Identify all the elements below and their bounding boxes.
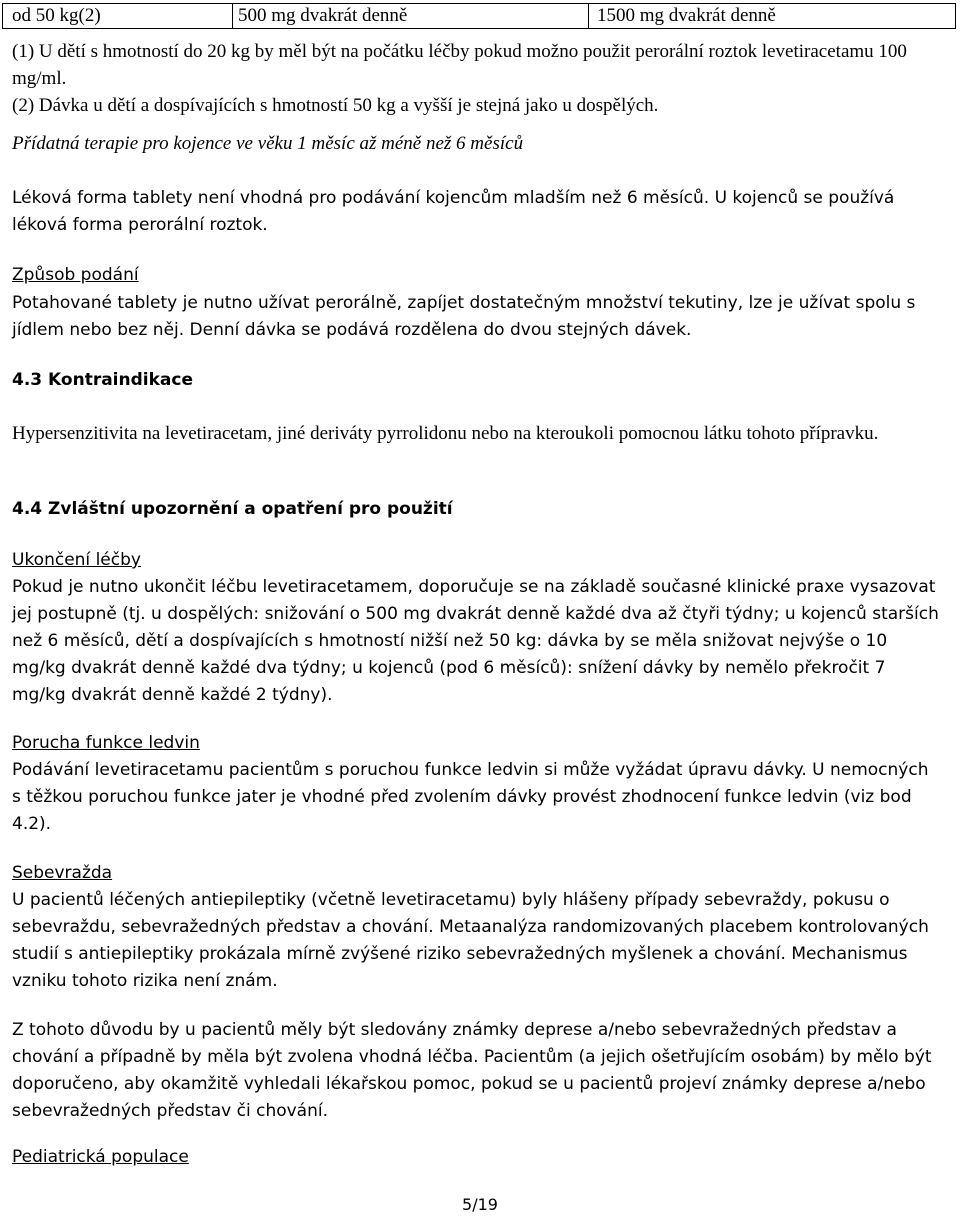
single-dose-cell: 500 mg dvakrát denně (233, 4, 589, 29)
suicide-text-1: U pacientů léčených antiepileptiky (včetně levetiracetamu) byly hlášeny případy sebevraždy, pokusu o sebevraždu, sebevražedných představ a chování. Metaanalýza randomizovaných placebem kontrolovaných studií s antiepileptiky prokázala mírně zvýšené riziko sebevražedných myšlenek a chování. Mechanismus vzniku tohoto rizika není znám. (12, 890, 929, 991)
administration-heading: Způsob podání (12, 265, 139, 285)
table-footnotes (12, 38, 942, 119)
footnote-1: (1) U dětí s hmotností do 20 kg by měl být na počátku léčby pokud možno použit perorální roztok levetiracetamu 100 mg/ml. (12, 41, 907, 89)
pediatric-heading: Pediatrická populace (12, 1147, 189, 1167)
footnote-2: (2) Dávka u dětí a dospívajících s hmotností 50 kg a vyšší je stejná jako u dospělých. (12, 95, 659, 116)
suicide-heading: Sebevražda (12, 863, 113, 883)
table-row (3, 4, 956, 29)
administration-text: Potahované tablety je nutno užívat perorálně, zapíjet dostatečným množství tekutiny, lze je užívat spolu s jídlem nebo bez něj. Denní dávka se podává rozdělena do dvou stejných dávek. (12, 293, 916, 340)
dose-table (2, 3, 956, 29)
renal-heading: Porucha funkce ledvin (12, 733, 200, 753)
infants-heading: Přídatná terapie pro kojence ve věku 1 měsíc až méně než 6 měsíců (12, 133, 524, 154)
contraindications-text: Hypersenzitivita na levetiracetam, jiné deriváty pyrrolidonu nebo na kteroukoli pomocnou látku tohoto přípravku. (12, 423, 879, 444)
discontinuation-heading: Ukončení léčby (12, 550, 141, 570)
max-dose-cell: 1500 mg dvakrát denně (589, 4, 956, 29)
suicide-text-2: Z tohoto důvodu by u pacientů měly být sledovány známky deprese a/nebo sebevražedných představ a chování a případně by měla být zvolena vhodná léčba. Pacientům (a jejich ošetřujícím osobám) by mělo být doporučeno, aby okamžitě vyhledali lékařskou pomoc, pokud se u pacientů projeví známky deprese a/nebo sebevražedných představ či chování. (12, 1020, 932, 1121)
discontinuation-text: Pokud je nutno ukončit léčbu levetiracetamem, doporučuje se na základě současné klinické praxe vysazovat jej postupně (tj. u dospělých: snižování o 500 mg dvakrát denně každé dva až čtyři týdny; u kojenců starších než 6 měsíců, dětí a dospívajících s hmotností nižší než 50 kg: dávka by se měla snižovat nejvýše o 10 mg/kg dvakrát denně každé dva týdny; u kojenců (pod 6 měsíců): snížení dávky by nemělo překročit 7 mg/kg dvakrát denně každé 2 týdny). (12, 577, 939, 705)
warnings-heading: 4.4 Zvláštní upozornění a opatření pro použití (12, 499, 453, 519)
contraindications-heading: 4.3 Kontraindikace (12, 370, 193, 390)
weight-cell: od 50 kg(2) (3, 4, 233, 29)
renal-text: Podávání levetiracetamu pacientům s poruchou funkce ledvin si může vyžádat úpravu dávky. U nemocných s těžkou poruchou funkce jater je vhodné před zvolením dávky provést zhodnocení funkce ledvin (viz bod 4.2). (12, 760, 929, 834)
page-number: 5/19 (462, 1195, 498, 1214)
infants-text: Léková forma tablety není vhodná pro podávání kojencům mladším než 6 měsíců. U kojenců se používá léková forma perorální roztok. (12, 188, 895, 235)
